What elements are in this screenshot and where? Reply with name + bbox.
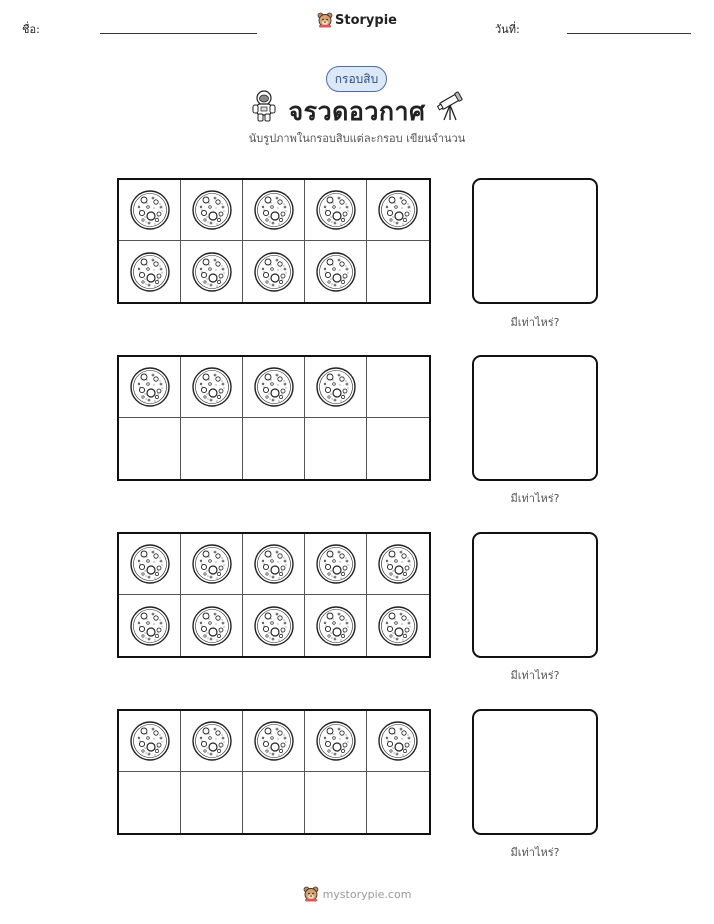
bear-mascot-icon <box>303 886 319 902</box>
ten-frame-cell <box>243 595 305 656</box>
moon-icon <box>191 605 233 647</box>
ten-frame-cell <box>181 711 243 772</box>
moon-icon <box>253 720 295 762</box>
ten-frame-cell <box>119 595 181 656</box>
ten-frame-cell <box>119 772 181 833</box>
bear-mascot-icon <box>317 12 333 28</box>
ten-frame <box>117 532 431 658</box>
answer-box[interactable] <box>472 709 598 835</box>
ten-frame-cell <box>367 418 429 479</box>
ten-frame-cell <box>243 772 305 833</box>
moon-icon <box>315 189 357 231</box>
ten-frame-cell <box>305 772 367 833</box>
ten-frame <box>117 709 431 835</box>
ten-frame <box>117 355 431 481</box>
moon-icon <box>315 251 357 293</box>
moon-icon <box>315 543 357 585</box>
ten-frame-cell <box>305 595 367 656</box>
ten-frame-cell <box>367 595 429 656</box>
ten-frame-cell <box>181 772 243 833</box>
page-title: จรวดอวกาศ <box>288 97 426 126</box>
moon-icon <box>129 251 171 293</box>
moon-icon <box>377 543 419 585</box>
ten-frame-cell <box>305 418 367 479</box>
how-many-prompt: มีเท่าไหร่? <box>510 846 560 859</box>
ten-frame-cell <box>181 241 243 302</box>
instructions: นับรูปภาพในกรอบสิบแต่ละกรอบ เขียนจำนวน <box>248 132 466 145</box>
footer <box>0 886 714 902</box>
ten-frame-cell <box>305 180 367 241</box>
ten-frame-cell <box>181 595 243 656</box>
ten-frame-cell <box>305 241 367 302</box>
moon-icon <box>129 366 171 408</box>
how-many-prompt: มีเท่าไหร่? <box>510 492 560 505</box>
date-label: วันที่: <box>495 23 520 36</box>
ten-frame-cell <box>119 534 181 595</box>
ten-frame-cell <box>119 180 181 241</box>
moon-icon <box>191 251 233 293</box>
ten-frame-cell <box>367 241 429 302</box>
moon-icon <box>129 720 171 762</box>
ten-frame-cell <box>243 711 305 772</box>
ten-frame-cell <box>119 241 181 302</box>
moon-icon <box>191 720 233 762</box>
ten-frame-cell <box>119 357 181 418</box>
ten-frame-cell <box>243 357 305 418</box>
ten-frame-cell <box>305 534 367 595</box>
answer-box[interactable] <box>472 178 598 304</box>
moon-icon <box>191 189 233 231</box>
how-many-prompt: มีเท่าไหร่? <box>510 669 560 682</box>
name-label: ชื่อ: <box>22 23 40 36</box>
moon-icon <box>315 605 357 647</box>
ten-frame-cell <box>181 357 243 418</box>
moon-icon <box>129 605 171 647</box>
moon-icon <box>253 189 295 231</box>
footer-site: mystorypie.com <box>322 887 412 901</box>
answer-box[interactable] <box>472 355 598 481</box>
answer-box[interactable] <box>472 532 598 658</box>
moon-icon <box>377 189 419 231</box>
moon-icon <box>191 543 233 585</box>
ten-frame-cell <box>119 418 181 479</box>
moon-icon <box>191 366 233 408</box>
moon-icon <box>377 605 419 647</box>
ten-frame-cell <box>243 180 305 241</box>
moon-icon <box>129 543 171 585</box>
moon-icon <box>253 251 295 293</box>
ten-frame-cell <box>305 357 367 418</box>
ten-frame-cell <box>243 241 305 302</box>
how-many-prompt: มีเท่าไหร่? <box>510 316 560 329</box>
date-line[interactable] <box>567 33 691 34</box>
moon-icon <box>253 605 295 647</box>
moon-icon <box>253 366 295 408</box>
ten-frame-cell <box>243 418 305 479</box>
ten-frame-cell <box>367 534 429 595</box>
ten-frame-cell <box>181 418 243 479</box>
ten-frame-cell <box>119 711 181 772</box>
ten-frame-cell <box>367 711 429 772</box>
ten-frame-cell <box>367 357 429 418</box>
moon-icon <box>315 366 357 408</box>
ten-frame-cell <box>181 534 243 595</box>
brand-name: Storypie <box>335 12 397 28</box>
name-line[interactable] <box>100 33 257 34</box>
ten-frame-cell <box>305 711 367 772</box>
ten-frame <box>117 178 431 304</box>
ten-frame-cell <box>243 534 305 595</box>
ten-frame-cell <box>367 772 429 833</box>
telescope-icon <box>434 90 466 122</box>
moon-icon <box>129 189 171 231</box>
ten-frame-cell <box>367 180 429 241</box>
moon-icon <box>315 720 357 762</box>
moon-icon <box>253 543 295 585</box>
brand-logo <box>0 12 714 28</box>
moon-icon <box>377 720 419 762</box>
ten-frame-cell <box>181 180 243 241</box>
worksheet-tag: กรอบสิบ <box>326 66 387 92</box>
